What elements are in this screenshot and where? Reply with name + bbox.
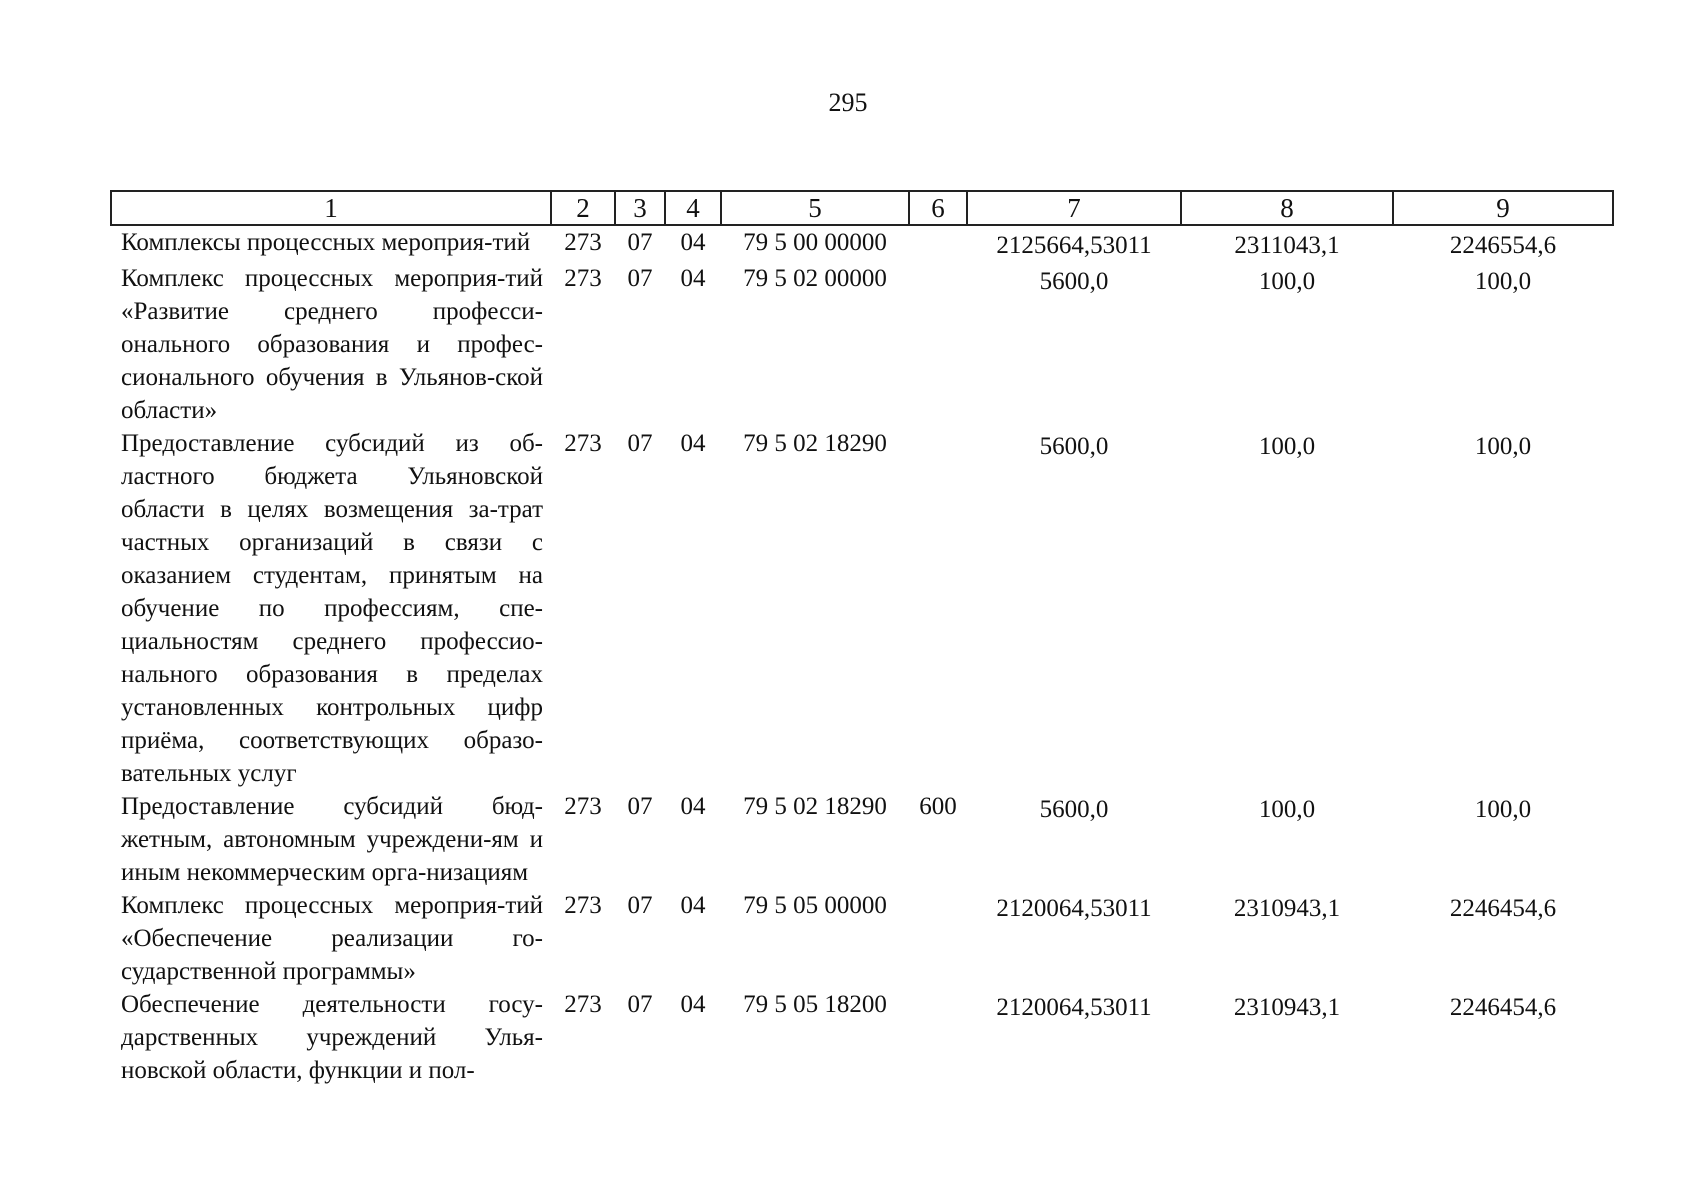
row-code-3: 07 [627, 229, 653, 256]
row-code-6 [909, 225, 967, 262]
row-code-2: 273 [564, 892, 602, 919]
table-row [111, 988, 1613, 1087]
table-row [111, 225, 1613, 262]
header-col-6: 6 [909, 191, 967, 225]
row-value-9: 100,0 [1474, 433, 1532, 460]
table-header [111, 191, 1613, 225]
row-name: Комплекс процессных мероприя-тий «Обеспечение реализации го-сударственной программы» [121, 892, 543, 985]
row-code-4: 04 [680, 265, 706, 292]
row-code-4: 04 [680, 892, 706, 919]
header-col-5: 5 [721, 191, 909, 225]
row-value-8: 100,0 [1258, 268, 1316, 295]
row-value-7: 5600,0 [1039, 796, 1109, 823]
page-number: 295 [828, 88, 868, 117]
row-code-2: 273 [564, 229, 602, 256]
row-code-2: 273 [564, 430, 602, 457]
row-code-2: 273 [564, 991, 602, 1018]
header-col-8: 8 [1181, 191, 1393, 225]
row-name: Комплекс процессных мероприя-тий «Развитие среднего професси-онального образования и профес-сионального обучения в Ульянов-ской области» [121, 265, 543, 424]
row-code-4: 04 [680, 793, 706, 820]
row-value-9: 100,0 [1474, 268, 1532, 295]
table-row [111, 262, 1613, 427]
row-code-5: 79 5 05 00000 [743, 892, 887, 919]
header-col-9: 9 [1393, 191, 1613, 225]
row-value-7: 2125664,53011 [996, 232, 1152, 259]
row-code-4: 04 [680, 229, 706, 256]
row-code-4: 04 [680, 991, 706, 1018]
row-name: Обеспечение деятельности госу-дарственных учреждений Улья-новской области, функции и пол- [121, 991, 543, 1084]
table-row [111, 889, 1613, 988]
header-col-7: 7 [967, 191, 1181, 225]
row-code-6 [909, 427, 967, 790]
row-code-3: 07 [627, 430, 653, 457]
row-name: Предоставление субсидий бюд-жетным, автономным учреждени-ям и иным некоммерческим орга-низациям [121, 793, 543, 886]
row-code-3: 07 [627, 991, 653, 1018]
row-code-3: 07 [627, 265, 653, 292]
row-value-8: 100,0 [1258, 796, 1316, 823]
row-code-5: 79 5 02 18290 [743, 793, 887, 820]
row-value-9: 100,0 [1474, 796, 1532, 823]
row-code-3: 07 [627, 892, 653, 919]
row-code-2: 273 [564, 265, 602, 292]
row-value-8: 2310943,1 [1233, 994, 1341, 1021]
row-value-7: 5600,0 [1039, 433, 1109, 460]
header-col-2: 2 [551, 191, 615, 225]
row-code-3: 07 [627, 793, 653, 820]
row-name: Предоставление субсидий из об-ластного бюджета Ульяновской области в целях возмещения за-трат частных организаций в связи с оказанием студентам, принятым на обучение по профессиям, спе-циальностям среднего профессио-нального образования в пределах установленных контрольных цифр приёма, соответствующих образо-вательных услуг [121, 430, 543, 787]
row-code-5: 79 5 05 18200 [743, 991, 887, 1018]
table-row [111, 790, 1613, 889]
row-value-8: 100,0 [1258, 433, 1316, 460]
row-code-6 [909, 889, 967, 988]
row-value-8: 2311043,1 [1234, 232, 1340, 259]
budget-table [110, 190, 1614, 1087]
row-code-5: 79 5 00 00000 [743, 229, 887, 256]
row-value-8: 2310943,1 [1233, 895, 1341, 922]
header-col-4: 4 [665, 191, 721, 225]
row-code-6 [909, 262, 967, 427]
row-code-6: 600 [919, 793, 957, 820]
row-code-2: 273 [564, 793, 602, 820]
row-code-4: 04 [680, 430, 706, 457]
row-code-6 [909, 988, 967, 1087]
header-col-3: 3 [615, 191, 665, 225]
row-value-9: 2246454,6 [1449, 895, 1557, 922]
row-value-7: 2120064,53011 [996, 895, 1152, 922]
row-value-7: 2120064,53011 [996, 994, 1152, 1021]
row-name: Комплексы процессных мероприя-тий [121, 229, 531, 256]
row-value-7: 5600,0 [1039, 268, 1109, 295]
row-code-5: 79 5 02 18290 [743, 430, 887, 457]
row-code-5: 79 5 02 00000 [743, 265, 887, 292]
row-value-9: 2246554,6 [1449, 232, 1557, 259]
header-col-1: 1 [111, 191, 551, 225]
row-value-9: 2246454,6 [1449, 994, 1557, 1021]
table-row [111, 427, 1613, 790]
